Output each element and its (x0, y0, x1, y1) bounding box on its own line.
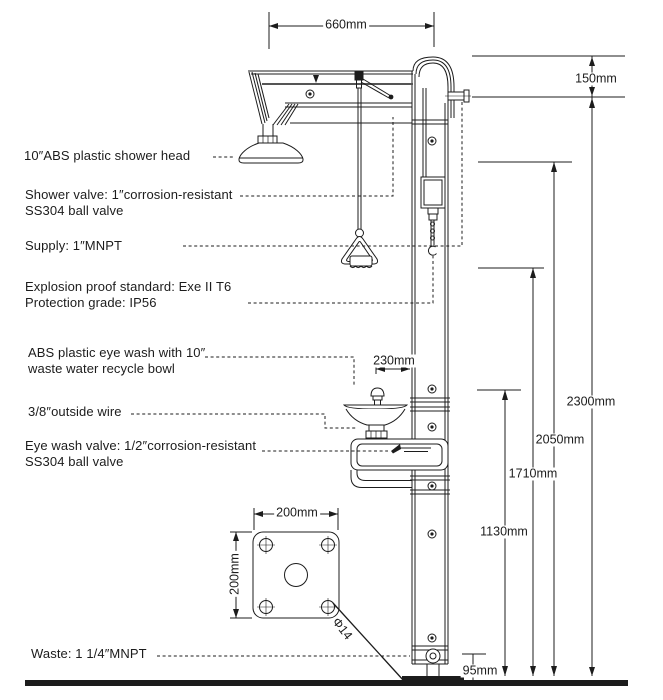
callout-eyewash-line1: ABS plastic eye wash with 10″ (28, 345, 206, 360)
leader-eyewash (205, 357, 354, 386)
dim-label-waste-height: 95mm (462, 663, 498, 678)
callout-waste: Waste: 1 1/4″MNPT (31, 646, 147, 661)
callout-shower-valve-line1: Shower valve: 1″corrosion-resistant (25, 187, 233, 202)
callout-eyewash-valve-line2: SS304 ball valve (25, 454, 124, 469)
main-post (410, 71, 450, 678)
dim-label-eyewash-height: 1130mm (480, 524, 528, 539)
explosion-proof-box (421, 177, 445, 255)
rod-mount (355, 71, 363, 80)
dim-label-plate-depth: 200mm (227, 553, 242, 595)
shower-head (239, 124, 303, 163)
supply-inlet-stub (445, 90, 471, 102)
dim-label-top-width: 660mm (325, 17, 367, 32)
shower-arm (248, 71, 413, 125)
callout-shower-valve-line2: SS304 ball valve (25, 203, 124, 218)
callout-shower-valve (25, 187, 233, 219)
pull-rod-handle (341, 88, 377, 268)
eyewash-sprayer (371, 388, 384, 396)
callout-outside-wire: 3/8″outside wire (28, 404, 122, 419)
dim-label-inlet-drop: 150mm (575, 71, 617, 86)
callout-eyewash-valve (25, 438, 256, 470)
dim-total-height (472, 56, 625, 676)
callout-shower-head: 10″ABS plastic shower head (24, 148, 191, 163)
eyewash-bowl (344, 405, 407, 438)
dim-shower-height (478, 162, 572, 676)
dim-label-total-height: 2300mm (566, 394, 616, 409)
waste-outlet (426, 649, 440, 678)
callout-supply: Supply: 1″MNPT (25, 238, 123, 253)
arm-center-tick (313, 75, 319, 83)
dim-label-hole-diameter: Φ14 (329, 614, 356, 643)
callout-eyewash-valve-line1: Eye wash valve: 1/2″corrosion-resistant (25, 438, 257, 453)
dim-label-eyewash-offset: 230mm (373, 353, 415, 368)
eyewash-valve-housing (351, 439, 448, 470)
dim-label-handle-height: 1710mm (508, 466, 558, 481)
ground-line (25, 676, 628, 686)
dim-label-shower-height: 2050mm (535, 432, 585, 447)
callout-explosion-proof (25, 279, 231, 311)
eyewash-assembly (344, 388, 448, 488)
base-plate-detail (227, 505, 404, 681)
eyewash-return-pipe (351, 470, 412, 488)
pull-hook (428, 246, 436, 255)
callout-eyewash (28, 345, 205, 377)
callout-explosion-line2: Protection grade: IP56 (25, 295, 157, 310)
callout-explosion-line1: Explosion proof standard: Exe II T6 (25, 279, 232, 294)
dim-label-plate-width: 200mm (276, 505, 318, 520)
leader-explosion-proof (248, 256, 433, 303)
leader-outside-wire (131, 414, 356, 428)
callout-eyewash-line2: waste water recycle bowl (28, 361, 175, 376)
